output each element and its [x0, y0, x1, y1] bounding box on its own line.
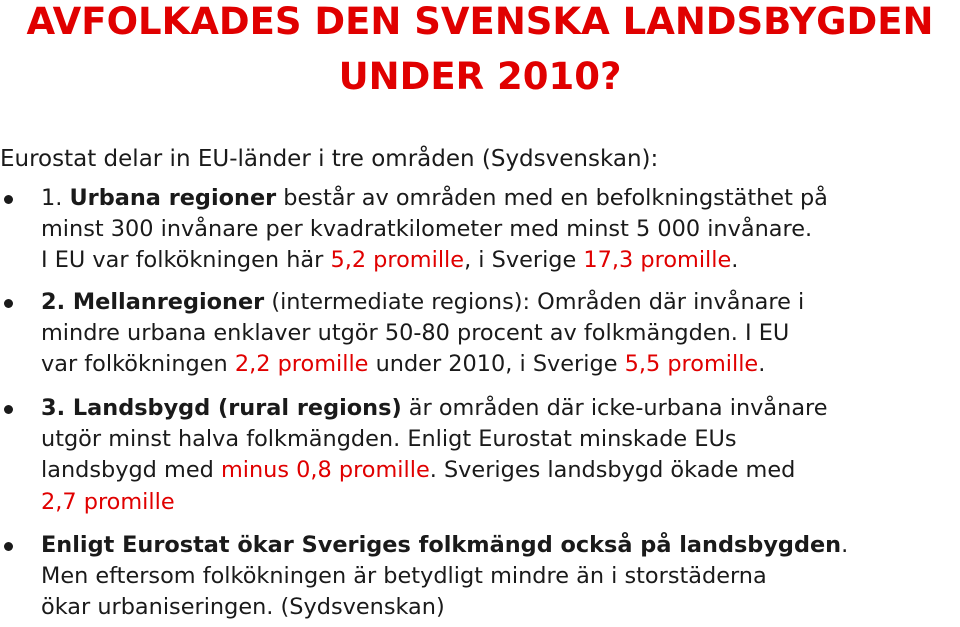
slide-title — [0, 0, 960, 104]
bullet-number: 1. — [41, 185, 70, 211]
term-landsbygd: 3. Landsbygd (rural regions) — [41, 395, 402, 421]
bullet-dot-icon — [4, 542, 13, 551]
bullet-text: , i Sverige — [464, 247, 584, 274]
bullet-text: ökar urbaniseringen. (Sydsvenskan) — [41, 594, 445, 621]
bullet-dot-icon — [4, 299, 13, 308]
bullet-text: Men eftersom folkökningen är betydligt mindre än i storstäderna — [41, 563, 767, 590]
bullet-text: . Sveriges landsbygd ökade med — [429, 457, 796, 484]
bullet-text: . — [758, 351, 766, 378]
bullet-text: . — [731, 247, 739, 274]
title-line-1: AVFOLKADES DEN SVENSKA LANDSBYGDEN — [26, 0, 934, 43]
bullet-dot-icon — [4, 405, 13, 414]
intro-text: Eurostat delar in EU-länder i tre områden (Sydsvenskan): — [0, 146, 659, 172]
bullet-text: utgör minst halva folkmängden. Enligt Eurostat minskade EUs — [41, 426, 737, 453]
bullet-text: är områden där icke-urbana invånare — [401, 395, 828, 421]
bullet-text: (intermediate regions): Områden där invånare i — [264, 289, 805, 315]
bullet-text: . — [841, 532, 849, 558]
eu-urban-growth: 5,2 promille — [330, 247, 465, 274]
term-urbana-regioner: Urbana regioner — [69, 185, 277, 211]
bullet-text: var folkökningen — [41, 351, 235, 378]
se-rural-growth: 2,7 promille — [41, 488, 175, 515]
bullet-text: mindre urbana enklaver utgör 50-80 procent av folkmängden. I EU — [41, 320, 790, 347]
se-urban-growth: 17,3 promille — [583, 247, 732, 274]
bullet-text: består av områden med en befolkningstäthet på — [276, 185, 828, 211]
title-line-2: UNDER 2010? — [338, 55, 622, 98]
bullet-text: under 2010, i Sverige — [368, 351, 625, 378]
eu-rural-growth: minus 0,8 promille — [220, 457, 430, 484]
term-mellanregioner: 2. Mellanregioner — [41, 289, 265, 315]
se-intermediate-growth: 5,5 promille — [624, 351, 759, 378]
eu-intermediate-growth: 2,2 promille — [234, 351, 369, 378]
bullet-text: landsbygd med — [41, 457, 221, 484]
bullet-dot-icon — [4, 195, 13, 204]
bullet-text: minst 300 invånare per kvadratkilometer med minst 5 000 invånare. — [41, 216, 813, 243]
conclusion-bold: Enligt Eurostat ökar Sveriges folkmängd också på landsbygden — [41, 532, 842, 558]
bullet-text: I EU var folkökningen här — [41, 247, 331, 274]
